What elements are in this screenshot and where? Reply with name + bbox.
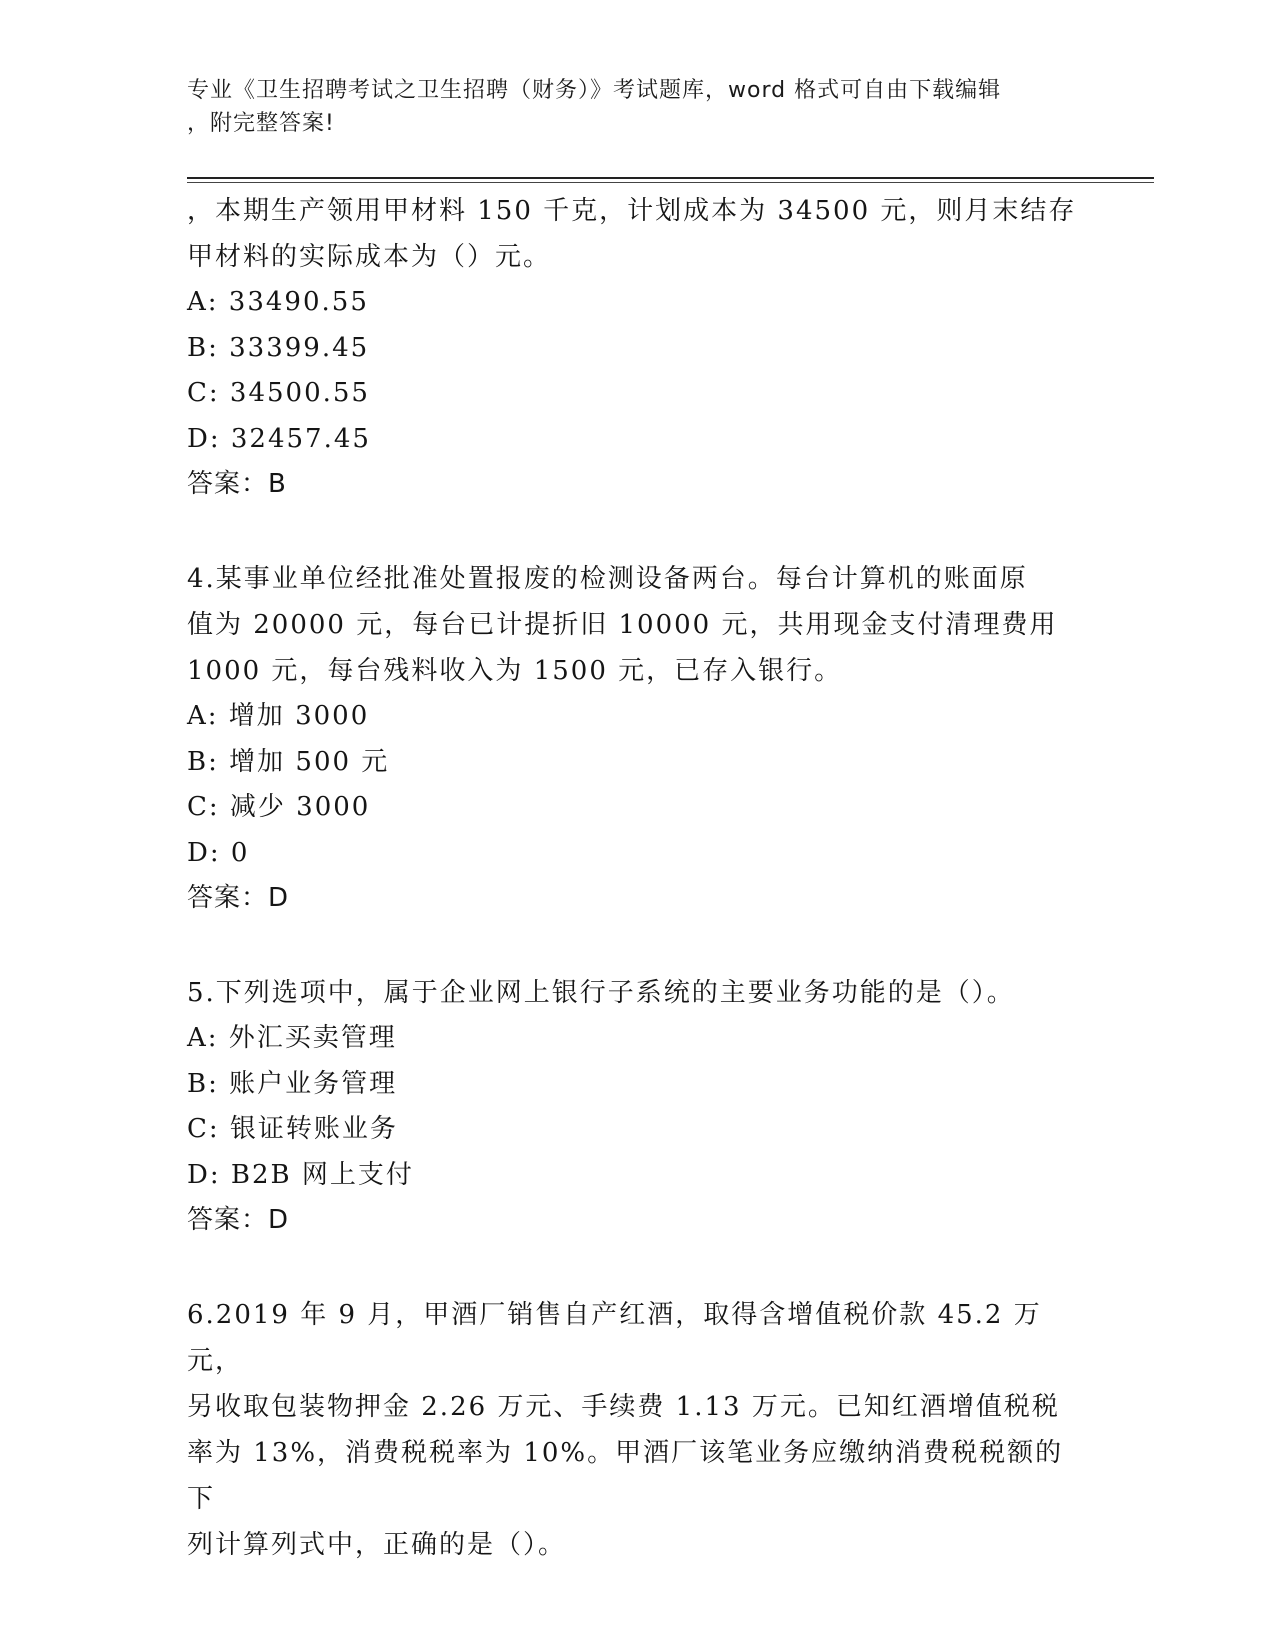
- question-stem-line: 率为 13%，消费税税率为 10%。甲酒厂该笔业务应缴纳消费税税额的下: [187, 1438, 1064, 1514]
- answer-label: 答案：B: [187, 469, 287, 499]
- option-c: C: 减少 3000: [187, 792, 371, 822]
- option-a: A: 外汇买卖管理: [187, 1023, 397, 1053]
- spacer: [187, 1243, 1087, 1292]
- document-header: [187, 74, 1067, 140]
- option-c: C: 34500.55: [187, 378, 370, 408]
- answer-label: 答案：D: [187, 1205, 290, 1235]
- spacer: [187, 507, 1087, 556]
- option-d: D: 0: [187, 837, 250, 868]
- header-line-1: 专业《卫生招聘考试之卫生招聘（财务）》考试题库，word 格式可自由下载编辑: [187, 78, 1002, 103]
- question-list: [187, 188, 1087, 1568]
- question-stem-line: ，本期生产领用甲材料 150 千克，计划成本为 34500 元，则月末结存: [187, 196, 1077, 226]
- option-d: D: B2B 网上支付: [187, 1159, 414, 1190]
- option-d: D: 32457.45: [187, 423, 371, 454]
- header-line-2: ，附完整答案!: [187, 111, 335, 136]
- option-a: A: 33490.55: [187, 287, 369, 317]
- option-b: B: 账户业务管理: [187, 1068, 398, 1099]
- question-stem-line: 值为 20000 元，每台已计提折旧 10000 元，共用现金支付清理费用: [187, 610, 1058, 640]
- option-a: A: 增加 3000: [187, 701, 370, 731]
- option-b: B: 增加 500 元: [187, 746, 390, 777]
- question-stem-line: 列计算列式中，正确的是（）。: [187, 1530, 567, 1560]
- question-stem-line: 甲材料的实际成本为（）元。: [187, 242, 552, 272]
- question-block-5: [187, 970, 1087, 1243]
- question-stem-line: 另收取包装物押金 2.26 万元、手续费 1.13 万元。已知红酒增值税税: [187, 1392, 1060, 1422]
- question-block-6: [187, 1292, 1087, 1568]
- question-stem-line: 6.2019 年 9 月，甲酒厂销售自产红酒，取得含增值税价款 45.2 万元，: [187, 1300, 1042, 1376]
- header-divider-thick: [187, 177, 1154, 179]
- question-stem-line: 4.某事业单位经批准处置报废的检测设备两台。每台计算机的账面原: [187, 564, 1028, 594]
- header-divider-thin: [187, 182, 1154, 183]
- answer-label: 答案：D: [187, 883, 290, 913]
- question-block-4: [187, 556, 1087, 921]
- question-stem-line: 5.下列选项中，属于企业网上银行子系统的主要业务功能的是（）。: [187, 978, 1015, 1008]
- spacer: [187, 921, 1087, 970]
- question-stem-line: 1000 元，每台残料收入为 1500 元，已存入银行。: [187, 656, 843, 686]
- question-block-3: [187, 188, 1087, 507]
- option-b: B: 33399.45: [187, 332, 370, 363]
- option-c: C: 银证转账业务: [187, 1114, 398, 1144]
